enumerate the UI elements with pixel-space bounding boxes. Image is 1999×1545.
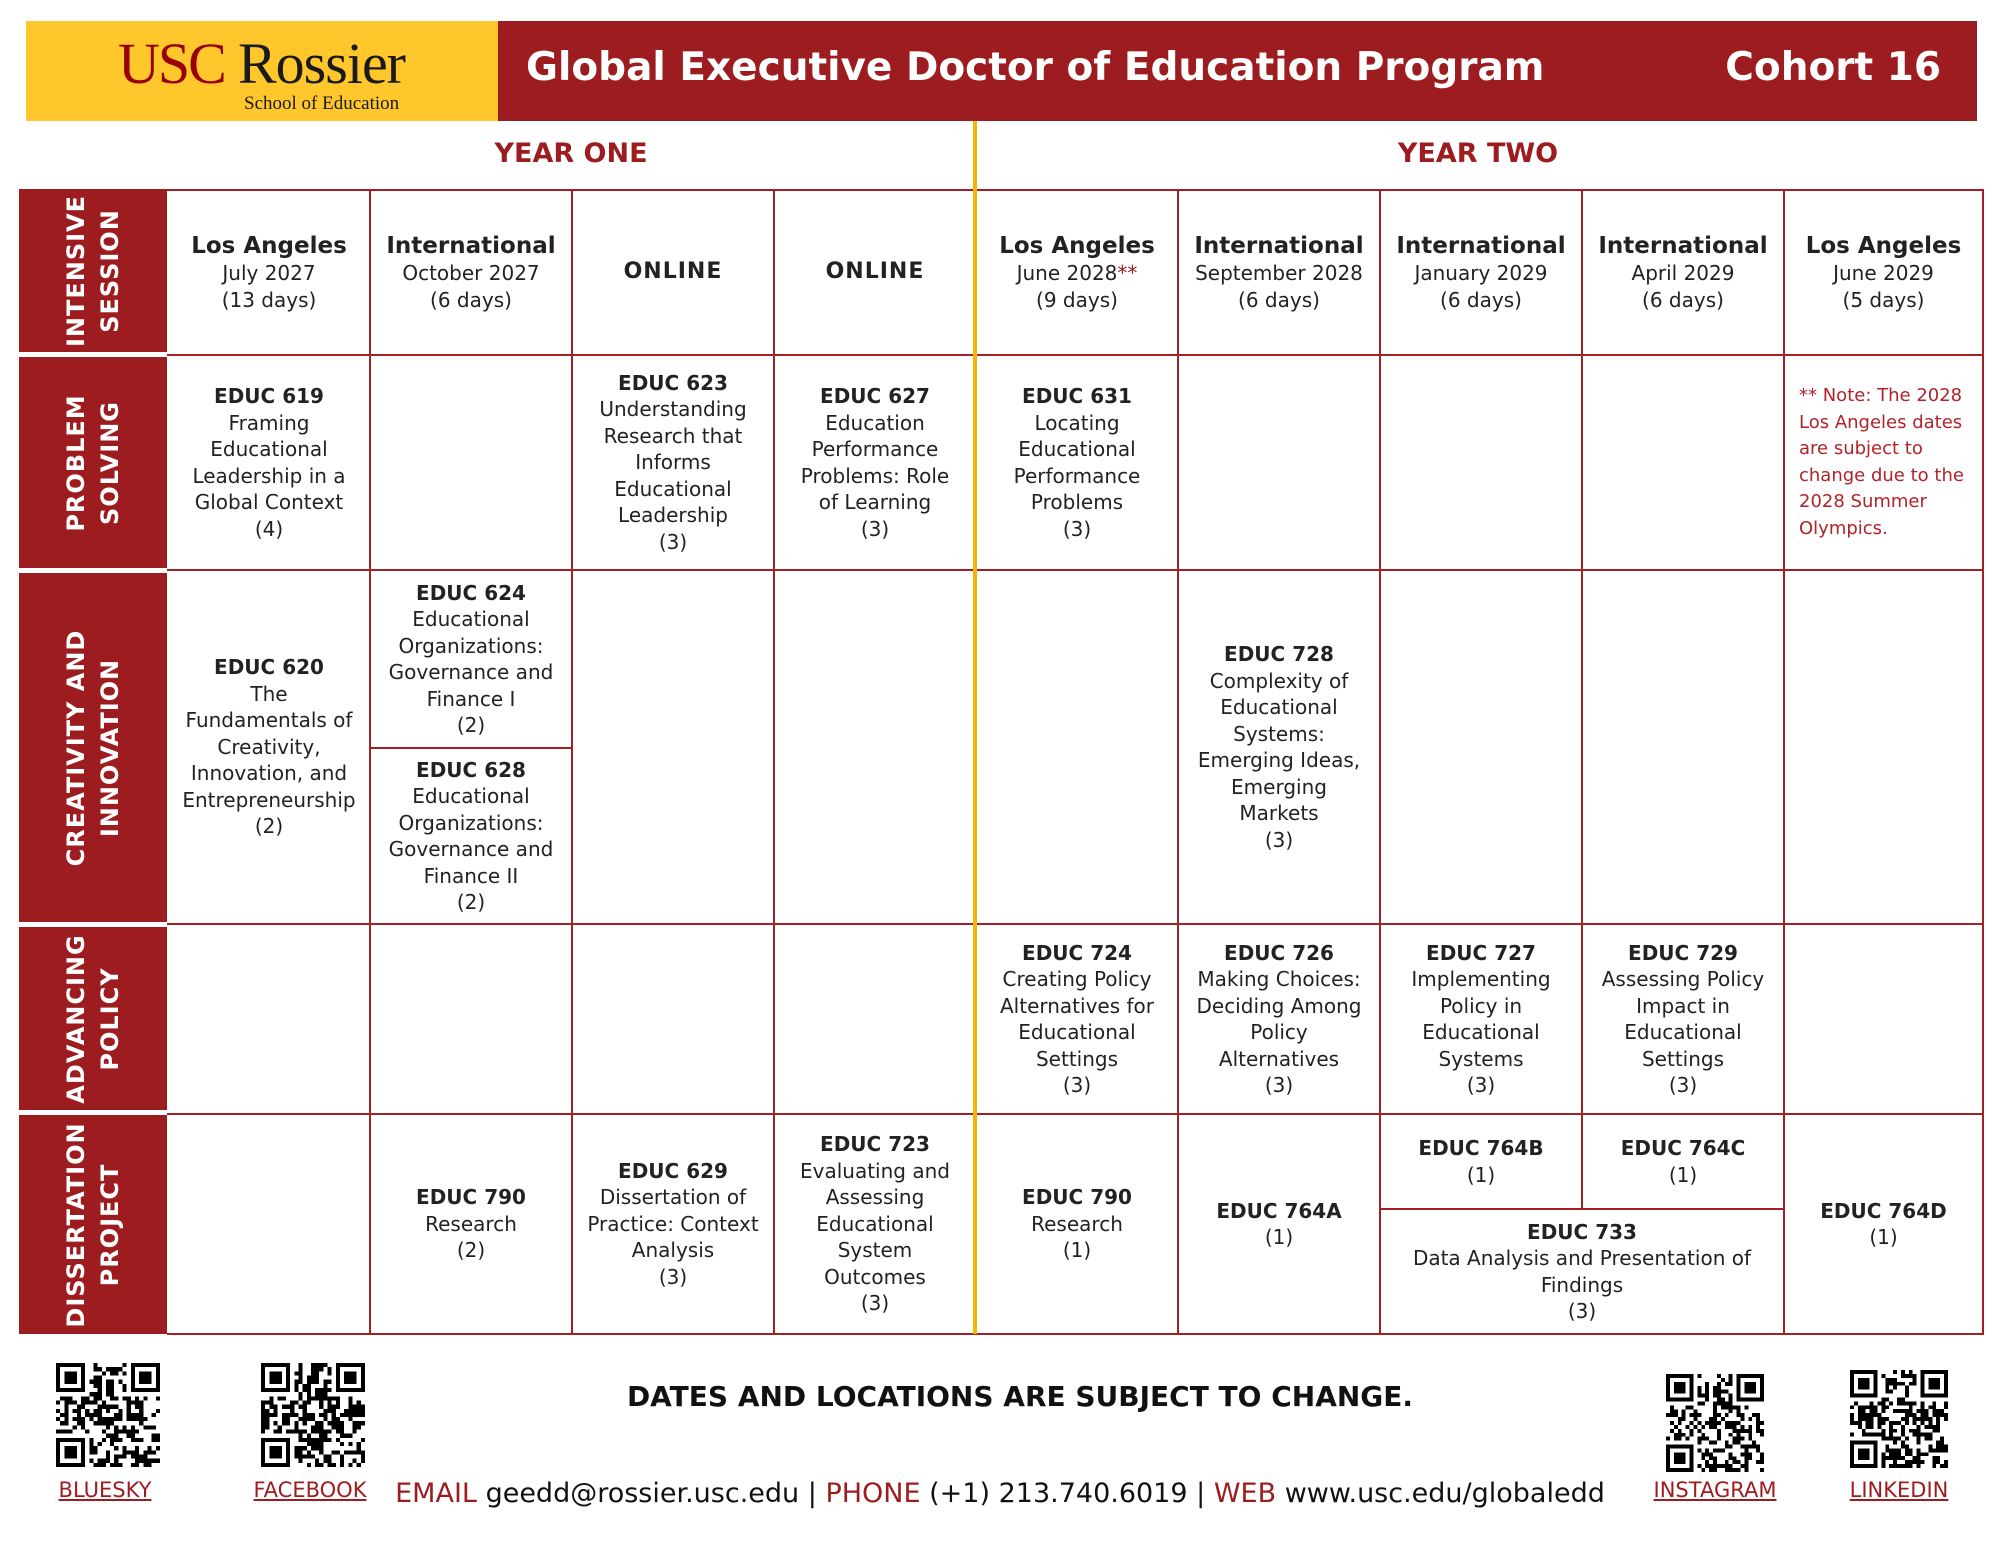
course-title-line: Education <box>825 410 925 435</box>
course-code: EDUC 764D <box>1820 1198 1947 1223</box>
note-line: are subject to <box>1799 438 1923 459</box>
course-title-line: Emerging Ideas, <box>1197 748 1361 772</box>
course-cell <box>977 925 1177 1113</box>
course-units: (3) <box>1062 1073 1092 1097</box>
session-cell <box>775 191 975 354</box>
course-title-line: Educational <box>412 784 530 808</box>
course-title-line: Educational <box>1220 695 1338 719</box>
course-code: EDUC 724 <box>1022 940 1132 965</box>
row-label-line: PROBLEM <box>62 393 90 532</box>
row-label-advancing-policy <box>19 927 167 1110</box>
row-label-creativity-innovation <box>19 573 167 922</box>
course-cell <box>371 749 571 923</box>
session-date: January 2029 <box>1414 261 1548 285</box>
session-date: September 2028 <box>1195 261 1363 285</box>
note-line: Olympics. <box>1799 517 1888 539</box>
course-units: (4) <box>254 516 284 541</box>
logo-school-text: School of Education <box>244 93 400 114</box>
row-label-line: INNOVATION <box>96 658 124 837</box>
note-line: change due to the <box>1799 464 1964 486</box>
course-title-line: Implementing <box>1411 967 1551 991</box>
course-code: EDUC 728 <box>1224 642 1334 666</box>
course-title-line: Creating Policy <box>1002 967 1152 991</box>
course-title-line: Finance I <box>426 686 516 711</box>
title-bar <box>498 21 1977 121</box>
course-code: EDUC 629 <box>618 1158 728 1183</box>
row-label-intensive-session <box>19 189 167 352</box>
session-location: ONLINE <box>825 259 925 285</box>
course-title-line: Outcomes <box>824 1264 926 1289</box>
course-cell <box>169 571 369 923</box>
course-title-line: Framing <box>228 410 310 435</box>
course-units: (3) <box>1264 1073 1294 1097</box>
course-cell <box>977 356 1177 569</box>
course-code: EDUC 790 <box>1022 1185 1132 1210</box>
row-label-line: ADVANCING <box>62 933 90 1104</box>
bluesky-link[interactable]: BLUESKY <box>58 1478 152 1502</box>
program-title: Global Executive Doctor of Education Program <box>526 45 1545 90</box>
course-title-line: Governance and <box>388 837 554 861</box>
course-units: (2) <box>456 1238 486 1263</box>
course-units: (3) <box>1264 827 1294 852</box>
course-units: (2) <box>254 814 284 839</box>
note-line: 2028 Summer <box>1799 491 1927 512</box>
logo-rossier-text: Rossier <box>238 31 405 96</box>
course-cell <box>1179 925 1379 1113</box>
course-units: (3) <box>860 1291 890 1316</box>
session-location: ONLINE <box>623 259 723 285</box>
session-cell <box>1583 191 1783 354</box>
course-title-line: Problems: Role <box>800 463 950 488</box>
note-line: Los Angeles dates <box>1799 411 1963 433</box>
course-units: (1) <box>1264 1225 1294 1249</box>
course-cell <box>1583 925 1783 1113</box>
session-cell <box>1785 191 1982 354</box>
course-code: EDUC 624 <box>416 580 526 605</box>
course-title-line: System <box>837 1238 913 1263</box>
note-line: ** Note: The 2028 <box>1799 385 1963 406</box>
course-units: (3) <box>1567 1299 1597 1323</box>
course-title-line: Markets <box>1239 801 1319 825</box>
course-code: EDUC 628 <box>416 757 526 782</box>
session-location: Los Angeles <box>191 233 347 259</box>
instagram-link[interactable]: INSTAGRAM <box>1653 1478 1777 1502</box>
grid-line <box>1982 189 1984 1335</box>
course-cell <box>371 1115 571 1333</box>
disclaimer: DATES AND LOCATIONS ARE SUBJECT TO CHANGE. <box>626 1380 1414 1413</box>
bluesky-qr-code[interactable] <box>56 1363 160 1467</box>
course-units: (3) <box>658 1264 688 1289</box>
course-code: EDUC 727 <box>1426 940 1536 965</box>
session-location: International <box>1194 233 1364 259</box>
session-date: April 2029 <box>1631 261 1735 285</box>
course-cell <box>1381 925 1581 1113</box>
session-days: (6 days) <box>430 287 512 312</box>
course-code: EDUC 764A <box>1216 1198 1342 1223</box>
web-value[interactable]: www.usc.edu/globaledd <box>1284 1478 1605 1509</box>
email-label: EMAIL <box>395 1478 477 1509</box>
phone-value[interactable]: (+1) 213.740.6019 <box>929 1478 1188 1509</box>
contact-line <box>360 1478 1640 1509</box>
course-units: (2) <box>456 890 486 914</box>
course-code: EDUC 764C <box>1620 1136 1746 1160</box>
row-label-line: PROJECT <box>96 1163 124 1286</box>
course-title-line: Policy in <box>1439 993 1523 1018</box>
course-code: EDUC 620 <box>214 655 324 680</box>
cohort-label: Cohort 16 <box>1725 45 1941 90</box>
logo-usc-text: USC <box>118 31 225 96</box>
session-date: October 2027 <box>402 261 540 285</box>
session-date: July 2027 <box>222 261 316 285</box>
course-title-line: Leadership in a <box>192 463 346 488</box>
course-title-line: Innovation, and <box>190 761 348 786</box>
course-title-line: Informs <box>635 450 711 475</box>
course-cell <box>775 1115 975 1333</box>
row-label-problem-solving <box>19 357 167 568</box>
session-cell <box>1179 191 1379 354</box>
session-date: June 2028 <box>1016 261 1118 285</box>
course-title-line: Evaluating and <box>800 1158 950 1183</box>
course-title-line: Assessing Policy <box>1601 967 1765 991</box>
course-title-line: Emerging <box>1231 774 1327 799</box>
session-cell <box>169 191 369 354</box>
course-cell <box>1179 1115 1379 1333</box>
course-cell <box>1583 1115 1783 1208</box>
course-title-line: Governance and <box>388 660 554 684</box>
facebook-link[interactable]: FACEBOOK <box>253 1478 367 1502</box>
course-cell <box>1381 1115 1581 1208</box>
session-location: International <box>1598 233 1768 259</box>
course-code: EDUC 733 <box>1527 1219 1637 1244</box>
course-cell <box>1179 571 1379 923</box>
course-cell <box>573 1115 773 1333</box>
course-code: EDUC 623 <box>618 370 728 395</box>
course-title-line: Research <box>1031 1211 1123 1236</box>
course-title-line: Finance II <box>423 863 519 888</box>
course-title-line: Performance <box>811 437 939 461</box>
course-title-line: Alternatives <box>1218 1046 1340 1071</box>
row-label-line: CREATIVITY AND <box>62 629 90 866</box>
course-title-line: Educational <box>614 476 732 501</box>
course-code: EDUC 631 <box>1022 384 1132 408</box>
session-days: (5 days) <box>1842 287 1925 312</box>
row-label-line: SOLVING <box>96 400 124 525</box>
course-title-line: Deciding Among <box>1196 993 1362 1018</box>
course-title-line: Educational <box>1422 1020 1540 1044</box>
course-title-line: Dissertation of <box>599 1185 747 1210</box>
course-units: (1) <box>1869 1225 1898 1249</box>
course-title-line: Problems <box>1030 490 1124 514</box>
course-title-line: Organizations: <box>398 633 544 658</box>
separator: | <box>1196 1478 1206 1509</box>
row-label-line: SESSION <box>96 208 124 333</box>
course-title-line: Performance <box>1013 463 1141 488</box>
row-label-line: DISSERTATION <box>62 1121 90 1328</box>
usc-rossier-logo <box>26 21 498 121</box>
course-code: EDUC 729 <box>1628 940 1738 965</box>
course-title-line: Entrepreneurship <box>182 787 356 812</box>
course-title-line: Educational <box>1018 437 1136 461</box>
session-days: (9 days) <box>1036 287 1118 312</box>
course-title-line: Research that <box>603 423 743 448</box>
course-code: EDUC 790 <box>416 1185 526 1210</box>
course-title-line: Leadership <box>618 503 728 528</box>
course-title-line: Systems <box>1438 1046 1524 1071</box>
course-units: (3) <box>658 529 688 554</box>
course-title-line: of Learning <box>818 490 932 514</box>
linkedin-link[interactable]: LINKEDIN <box>1849 1478 1949 1502</box>
session-location: Los Angeles <box>1805 233 1962 259</box>
session-days: (13 days) <box>221 287 317 312</box>
course-title-line: Assessing <box>825 1185 925 1210</box>
course-title-line: Research <box>425 1211 517 1236</box>
course-code: EDUC 726 <box>1224 940 1334 965</box>
course-cell <box>1381 1210 1783 1333</box>
course-code: EDUC 764B <box>1418 1136 1544 1160</box>
session-date: June 2029 <box>1833 261 1934 285</box>
course-title-line: Systems: <box>1233 721 1325 746</box>
session-cell <box>1381 191 1581 354</box>
course-title-line: Impact in <box>1636 993 1730 1018</box>
session-cell <box>371 191 571 354</box>
session-location: Los Angeles <box>999 233 1155 259</box>
course-title-line: Educational <box>210 437 328 461</box>
course-cell <box>169 356 369 569</box>
course-title-line: Fundamentals of <box>185 708 353 733</box>
row-label-line: POLICY <box>96 966 124 1071</box>
course-cell <box>573 356 773 569</box>
course-cell <box>775 356 975 569</box>
course-cell <box>371 571 571 747</box>
course-title-line: Complexity of <box>1209 668 1349 693</box>
course-title-line: Making Choices: <box>1197 967 1361 991</box>
course-units: (2) <box>456 713 486 737</box>
course-title-line: Policy <box>1250 1020 1308 1044</box>
course-units: (1) <box>1466 1162 1496 1187</box>
course-title-line: Educational <box>1018 1020 1136 1044</box>
course-title-line: Educational <box>412 607 530 631</box>
separator: | <box>807 1478 817 1509</box>
course-code: EDUC 627 <box>820 384 930 408</box>
course-title-line: Global Context <box>194 490 344 514</box>
course-title-line: Understanding <box>599 397 747 422</box>
course-title-line: Educational <box>816 1211 934 1236</box>
session-cell <box>977 191 1177 354</box>
facebook-qr-code[interactable] <box>261 1363 365 1467</box>
course-units: (3) <box>1668 1073 1698 1097</box>
course-units: (3) <box>1466 1073 1496 1097</box>
course-units: (1) <box>1668 1162 1698 1187</box>
row-label-dissertation-project <box>19 1115 167 1334</box>
row-label-line: INTENSIVE <box>62 194 90 347</box>
grid-line <box>167 1333 1982 1335</box>
course-title-line: Alternatives for <box>999 993 1154 1018</box>
course-title-line: Educational <box>1624 1020 1742 1044</box>
session-date-mark: ** <box>1117 261 1138 285</box>
web-label: WEB <box>1213 1478 1277 1509</box>
session-location: International <box>1396 233 1566 259</box>
course-title-line: Practice: Context <box>587 1211 759 1236</box>
course-code: EDUC 619 <box>214 384 324 408</box>
session-days: (6 days) <box>1440 287 1522 312</box>
session-days: (6 days) <box>1238 287 1320 312</box>
session-date-line <box>1017 260 1138 287</box>
course-units: (3) <box>1062 516 1092 541</box>
session-days: (6 days) <box>1642 287 1724 312</box>
course-title-line: Data Analysis and Presentation of <box>1412 1246 1752 1270</box>
year-two-label: YEAR TWO <box>1397 138 1559 169</box>
year-one-label: YEAR ONE <box>494 138 648 169</box>
olympics-note <box>1785 356 1982 569</box>
course-units: (3) <box>860 516 890 541</box>
course-cell <box>977 1115 1177 1333</box>
course-title-line: Organizations: <box>398 810 544 835</box>
course-title-line: Findings <box>1540 1272 1624 1297</box>
course-title-line: Settings <box>1641 1046 1725 1071</box>
phone-label: PHONE <box>825 1478 921 1509</box>
course-cell <box>1785 1115 1982 1333</box>
email-value[interactable]: geedd@rossier.usc.edu <box>485 1478 800 1509</box>
course-title-line: The <box>250 681 288 706</box>
course-title-line: Creativity, <box>217 734 321 759</box>
course-title-line: Locating <box>1034 410 1120 435</box>
course-units: (1) <box>1062 1238 1092 1263</box>
session-cell <box>573 191 773 354</box>
session-location: International <box>386 233 556 259</box>
course-code: EDUC 723 <box>820 1132 930 1157</box>
course-title-line: Analysis <box>631 1238 715 1263</box>
course-title-line: Settings <box>1035 1046 1119 1071</box>
